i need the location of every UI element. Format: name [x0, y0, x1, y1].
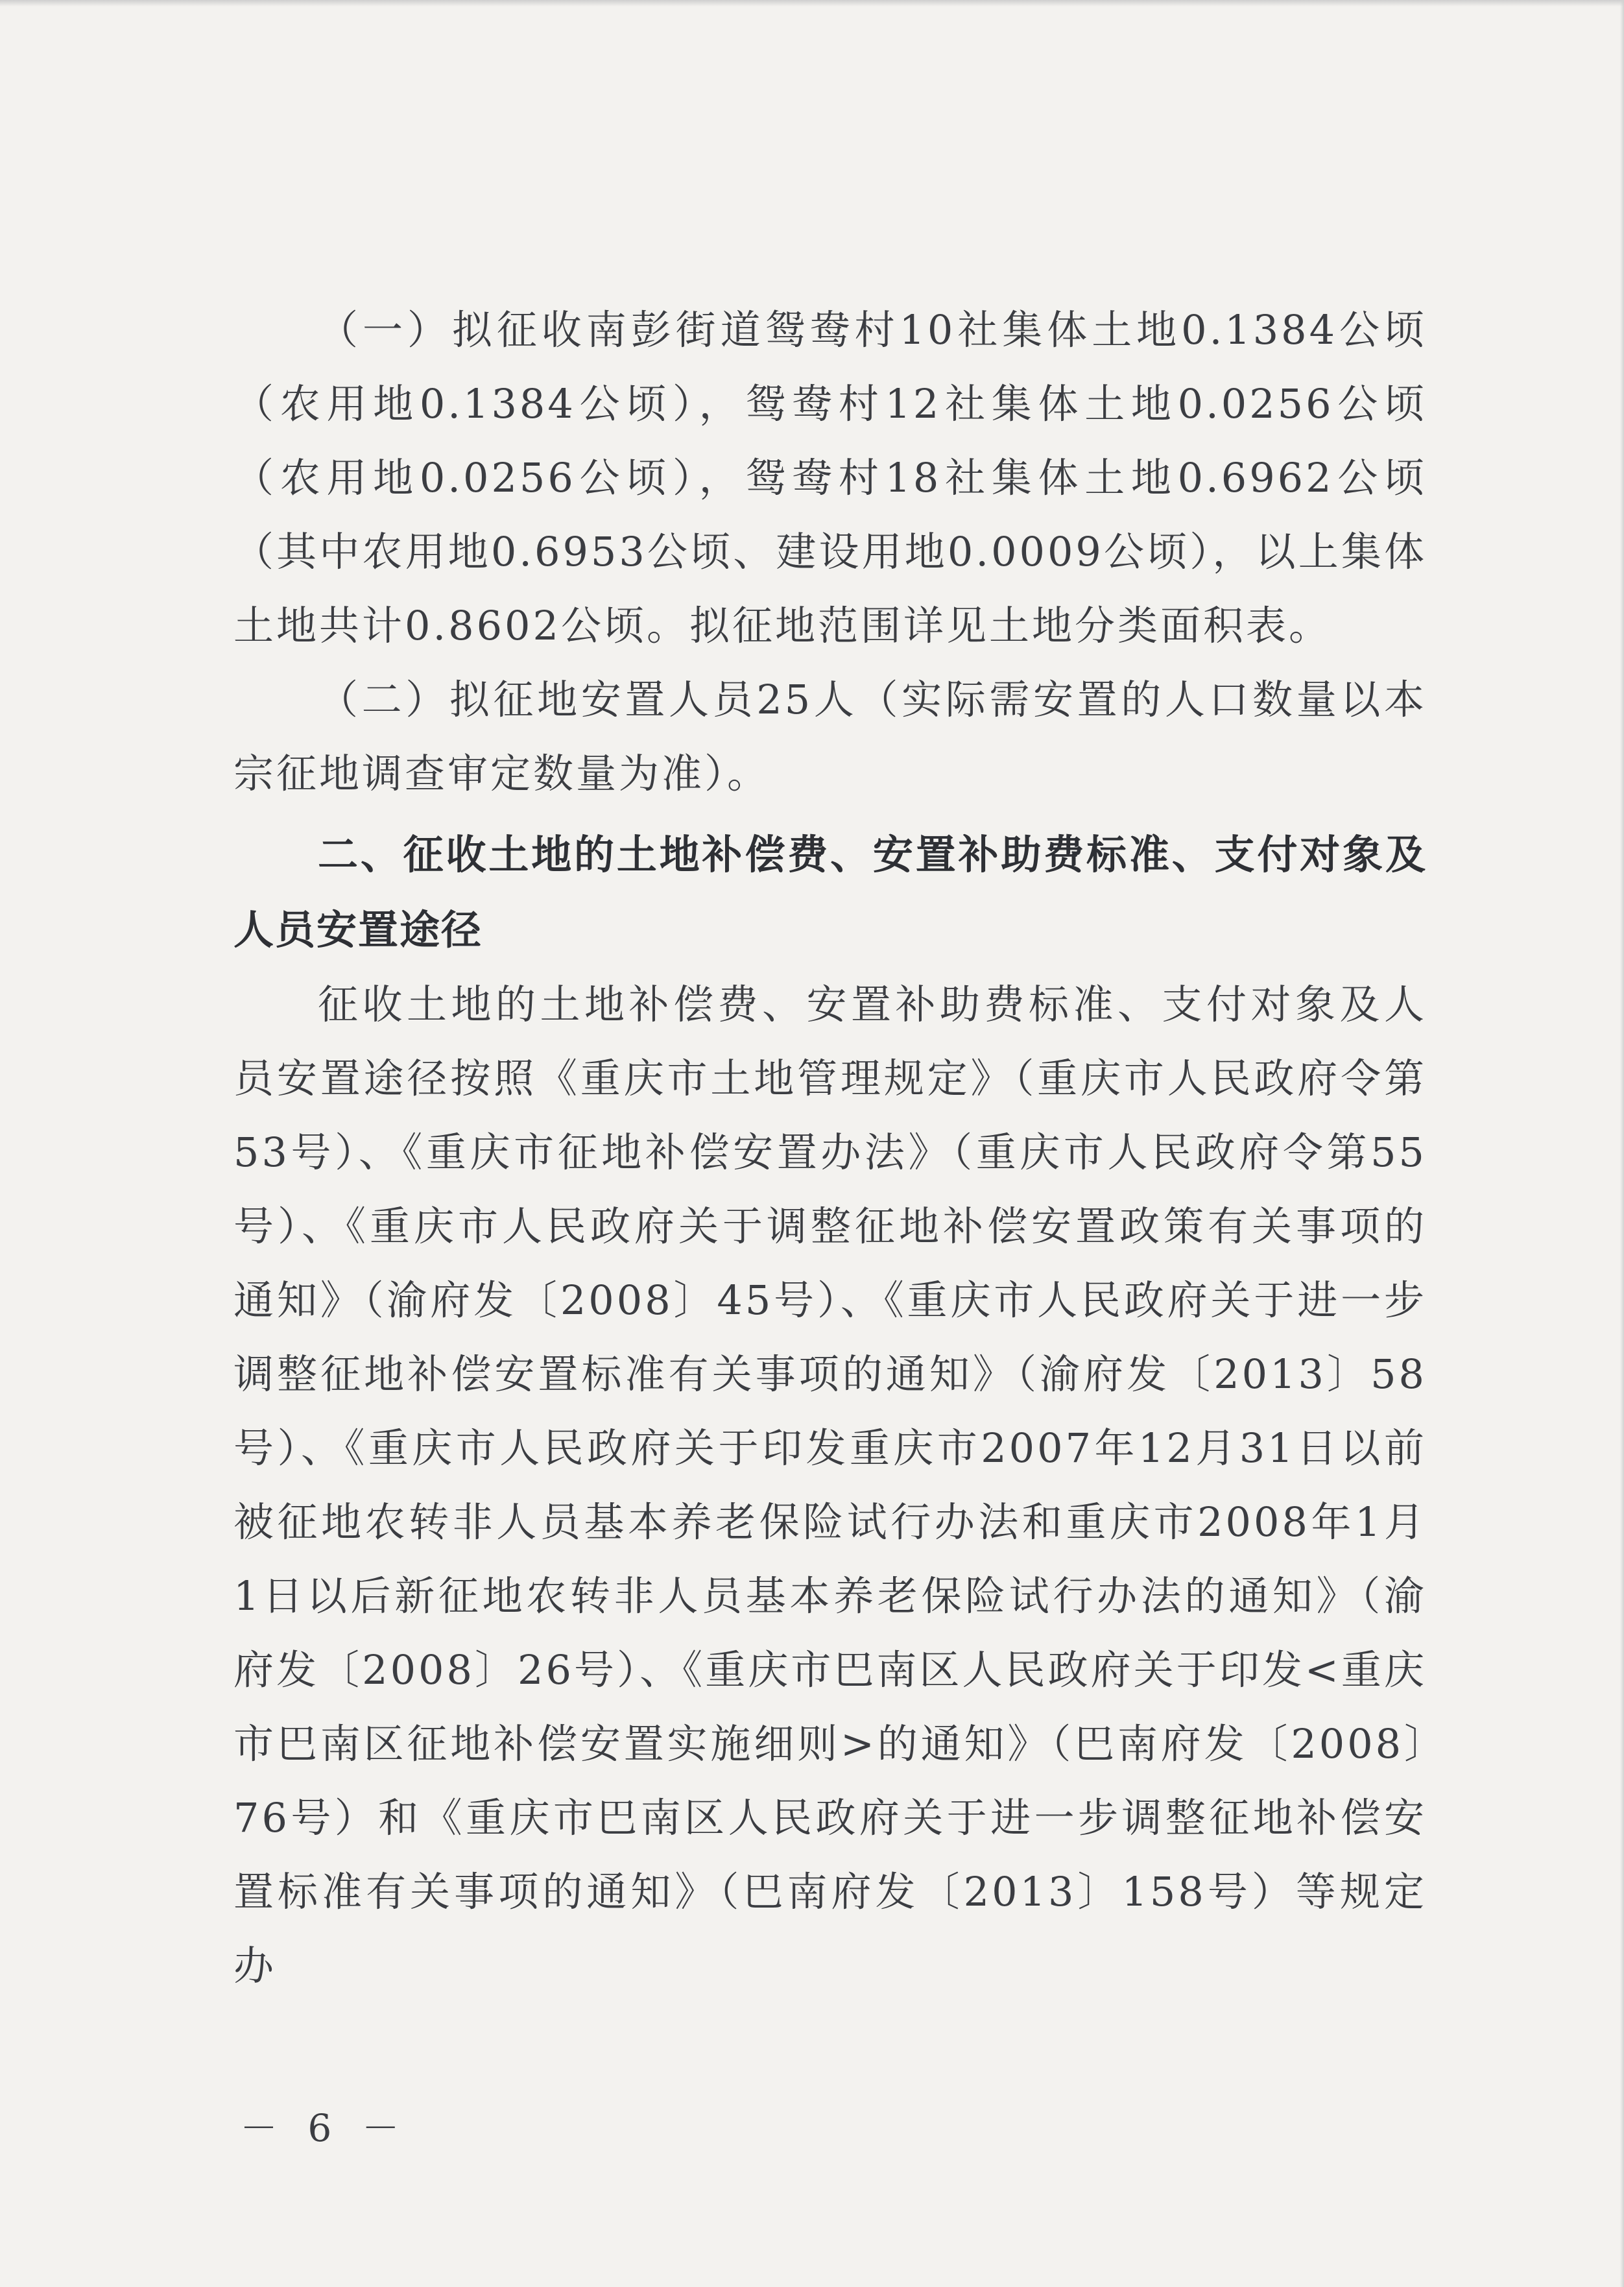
paragraph-compensation-basis: 征收土地的土地补偿费、安置补助费标准、支付对象及人员安置途径按照《重庆市土地管理规定》（重庆市人民政府令第53号）、《重庆市征地补偿安置办法》（重庆市人民政府令第55号）、《重庆市人民政府关于调整征地补偿安置政策有关事项的通知》（渝府发〔2008〕45号）、《重庆市人民政府关于进一步调整征地补偿安置标准有关事项的通知》（渝府发〔2013〕58号）、《重庆市人民政府关于印发重庆市2007年12月31日以前被征地农转非人员基本养老保险试行办法和重庆市2008年1月1日以后新征地农转非人员基本养老保险试行办法的通知》（渝府发〔2008〕26号）、《重庆市巴南区人民政府关于印发<重庆市巴南区征地补偿安置实施细则>的通知》（巴南府发〔2008〕76号）和《重庆市巴南区人民政府关于进一步调整征地补偿安置标准有关事项的通知》（巴南府发〔2013〕158号）等规定办	[233, 981, 1427, 1989]
paragraph-land-area: （一）拟征收南彭街道鸳鸯村10社集体土地0.1384公顷（农用地0.1384公顷），鸳鸯村12社集体土地0.0256公顷（农用地0.0256公顷），鸳鸯村18社集体土地0.6962公顷（其中农用地0.6953公顷、建设用地0.0009公顷），以上集体土地共计0.8602公顷。拟征地范围详见土地分类面积表。	[233, 306, 1427, 649]
page-number: － 6 －	[240, 2106, 409, 2150]
section-heading: 二、征收土地的土地补偿费、安置补助费标准、支付对象及人员安置途径	[233, 831, 1427, 953]
document-content	[233, 293, 1427, 2003]
scan-edge-right	[1620, 0, 1624, 2287]
scan-edge-top	[0, 0, 1624, 6]
paragraph-resettlement-count: （二）拟征地安置人员25人（实际需安置的人口数量以本宗征地调查审定数量为准）。	[233, 676, 1427, 797]
